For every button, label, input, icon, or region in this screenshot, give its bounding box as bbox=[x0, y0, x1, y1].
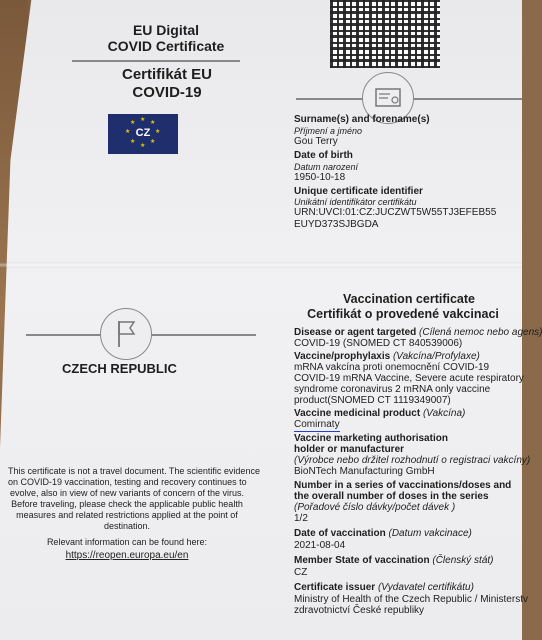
star-icon: ★ bbox=[130, 120, 136, 126]
name-label: Surname(s) and forename(s) bbox=[294, 114, 430, 125]
star-icon: ★ bbox=[140, 143, 146, 149]
flag-country-code: CZ bbox=[135, 127, 151, 139]
disease-label-cz: (Cílená nemoc nebo agens) bbox=[419, 327, 542, 338]
state-label: Member State of vaccination bbox=[294, 555, 430, 566]
disease-label: Disease or agent targeted bbox=[294, 327, 417, 338]
date-value: 2021-08-04 bbox=[294, 540, 346, 551]
issuer-value-line1: Ministry of Health of the Czech Republic / Ministerstv bbox=[294, 594, 528, 605]
title-divider bbox=[72, 60, 240, 62]
country-name: CZECH REPUBLIC bbox=[62, 361, 177, 376]
state-label-cz: (Členský stát) bbox=[432, 555, 494, 566]
issuer-label: Certificate issuer bbox=[294, 582, 376, 593]
holder-label-line1: Vaccine marketing authorisation bbox=[294, 433, 448, 444]
prophylaxis-value-line: product(SNOMED CT 1119349007) bbox=[294, 395, 451, 406]
disclaimer-line: measures and related restrictions applied at the point of bbox=[16, 510, 238, 520]
vaccination-title-en: Vaccination certificate bbox=[342, 292, 475, 306]
dob-label: Date of birth bbox=[294, 150, 353, 161]
date-label-cz: (Datum vakcinace) bbox=[388, 528, 472, 539]
qr-code bbox=[330, 0, 440, 68]
dose-value: 1/2 bbox=[294, 513, 308, 524]
disclaimer-line: destination. bbox=[103, 521, 151, 531]
uci-value-line1: URN:UVCI:01:CZ:JUCZWT5W55TJ3EFEB55 bbox=[294, 207, 497, 218]
star-icon: ★ bbox=[150, 120, 156, 126]
dob-label-cz: Datum narození bbox=[294, 162, 359, 172]
flag-icon bbox=[100, 308, 152, 360]
disclaimer-line: on COVID-19 vaccination, testing and recovery continues to bbox=[8, 477, 247, 487]
dose-label-line2: the overall number of doses in the series bbox=[294, 491, 489, 502]
info-text: Relevant information can be found here: bbox=[46, 537, 208, 547]
disclaimer-line: Before traveling, please check the applicable public health bbox=[11, 499, 243, 509]
prophylaxis-value-line: syndrome coronavirus 2 mRNA only vaccine bbox=[294, 384, 491, 395]
product-label: Vaccine medicinal product bbox=[294, 408, 421, 419]
uci-label-cz: Unikátní identifikátor certifikátu bbox=[294, 197, 417, 207]
disease-value: COVID-19 (SNOMED CT 840539006) bbox=[294, 338, 463, 349]
eu-flag bbox=[108, 114, 178, 154]
title-en-line2: COVID Certificate bbox=[107, 38, 225, 54]
dose-label-line1: Number in a series of vaccinations/doses and bbox=[294, 480, 512, 491]
holder-label-cz: (Výrobce nebo držitel rozhodnutí o registraci vakcíny) bbox=[294, 455, 531, 466]
dob-value: 1950-10-18 bbox=[294, 172, 346, 183]
prophylaxis-label: Vaccine/prophylaxis bbox=[294, 351, 391, 362]
star-icon: ★ bbox=[140, 117, 146, 123]
issuer-label-cz: (Vydavatel certifikátu) bbox=[377, 582, 474, 593]
prophylaxis-label-cz: (Vakcína/Profylaxe) bbox=[392, 351, 480, 362]
paper-fold bbox=[0, 262, 522, 268]
uci-value-line2: EUYD373SJBGDA bbox=[294, 219, 379, 230]
prophylaxis-value-line: COVID-19 mRNA Vaccine, Severe acute respiratory bbox=[294, 373, 524, 384]
star-icon: ★ bbox=[130, 139, 136, 145]
star-icon: ★ bbox=[155, 129, 161, 135]
name-label-cz: Příjmení a jméno bbox=[294, 126, 363, 136]
prophylaxis-value-line: mRNA vakcína proti onemocnění COVID-19 bbox=[294, 362, 490, 373]
title-cz-line1: Certifikát EU bbox=[121, 66, 213, 83]
name-value: Gou Terry bbox=[294, 136, 338, 147]
product-label-cz: (Vakcína) bbox=[422, 408, 466, 419]
date-label: Date of vaccination bbox=[294, 528, 386, 539]
disclaimer-line: This certificate is not a travel document. The scientific evidence bbox=[8, 466, 260, 476]
state-value: CZ bbox=[294, 567, 308, 578]
title-cz-line2: COVID-19 bbox=[132, 84, 202, 101]
star-icon: ★ bbox=[125, 129, 131, 135]
title-en-line1: EU Digital bbox=[132, 22, 200, 38]
star-icon: ★ bbox=[150, 139, 156, 145]
product-value: Comirnaty bbox=[294, 419, 340, 430]
vaccination-title-cz: Certifikát o provedené vakcinaci bbox=[307, 307, 499, 321]
disclaimer-line: evolve, also in view of new variants of concern of the virus. bbox=[9, 488, 245, 498]
holder-label-line2: holder or manufacturer bbox=[294, 444, 405, 455]
reopen-link[interactable]: https://reopen.europa.eu/en bbox=[65, 550, 189, 561]
dose-label-cz: (Pořadové číslo dávky/počet dávek ) bbox=[294, 502, 456, 513]
issuer-value-line2: zdravotnictví České republiky bbox=[294, 605, 425, 616]
uci-label: Unique certificate identifier bbox=[294, 186, 423, 197]
holder-value: BioNTech Manufacturing GmbH bbox=[294, 466, 435, 477]
